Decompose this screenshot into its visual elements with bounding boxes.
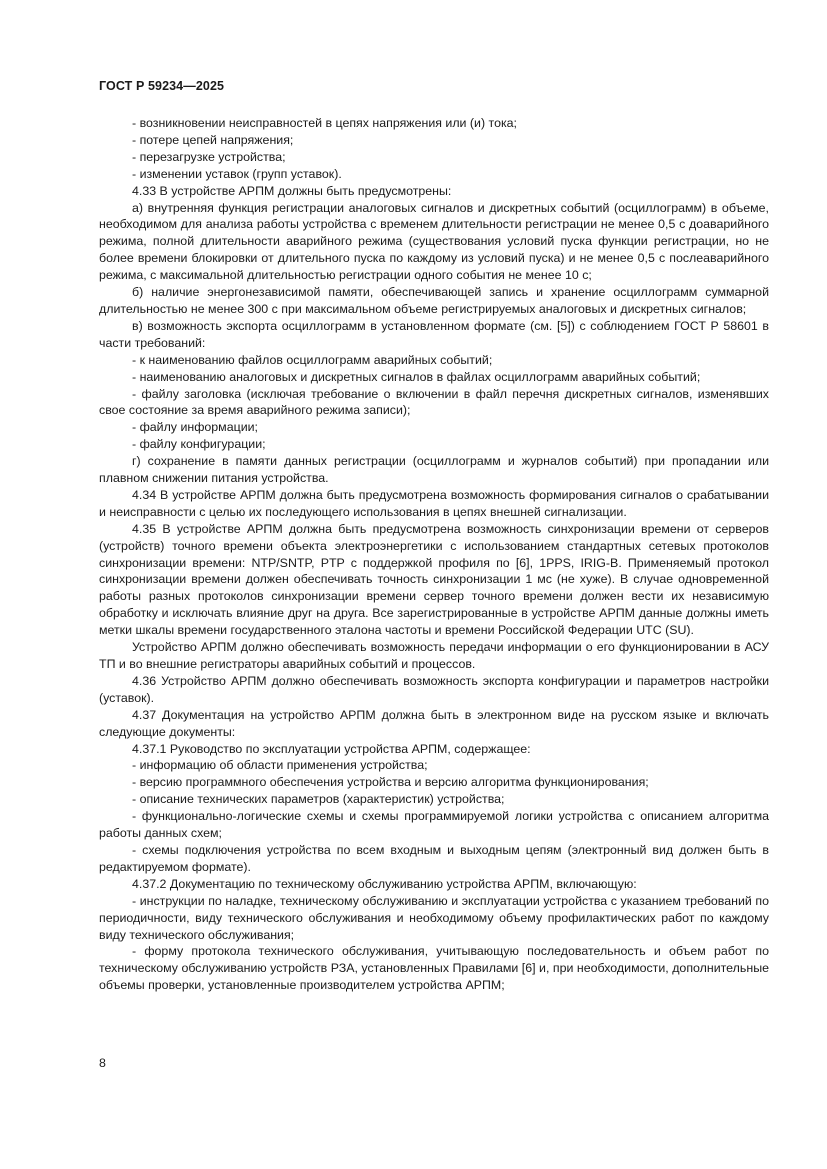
list-item: - наименованию аналоговых и дискретных сигналов в файлах осциллограмм аварийных событий; bbox=[132, 369, 701, 384]
paragraph: 4.37.2 Документацию по техническому обслуживанию устройства АРПМ, включающую: bbox=[132, 876, 637, 891]
paragraph: 4.37 Документация на устройство АРПМ должна быть в электронном виде на русском языке и включать следующие документы: bbox=[99, 707, 769, 739]
paragraph: 4.34 В устройстве АРПМ должна быть предусмотрена возможность формирования сигналов о срабатывании и неисправности с целью их последующего использования в цепях внешней сигнализации. bbox=[99, 487, 769, 519]
list-item: - версию программного обеспечения устройства и версию алгоритма функционирования; bbox=[132, 775, 649, 790]
paragraph: б) наличие энергонезависимой памяти, обеспечивающей запись и хранение осциллограмм суммарной длительностью не менее 300 с при максимальном объеме регистрируемых аналоговых и дискретных сигналов; bbox=[99, 285, 769, 316]
document-header: ГОСТ Р 59234—2025 bbox=[99, 79, 225, 93]
list-item: - форму протокола технического обслуживания, учитывающую последовательность и объем работ по техническому обслуживанию устройств РЗА, установленных Правилами [6] и, при необходимости, дополнительные объемы проверки, установленные производителем устройства АРПМ; bbox=[99, 944, 769, 993]
list-item: - возникновении неисправностей в цепях напряжения или (и) тока; bbox=[132, 116, 517, 130]
list-item: - инструкции по наладке, техническому обслуживанию и эксплуатации устройства с указанием требований по периодичности, виду технического обслуживания и необходимому объему профилактических работ по каждому виду технического обслуживания; bbox=[99, 893, 769, 942]
list-item: - функционально-логические схемы и схемы программируемой логики устройства с описанием алгоритма работы данных схем; bbox=[99, 809, 769, 841]
list-item: - информацию об области применения устройства; bbox=[132, 758, 428, 773]
paragraph: 4.37.1 Руководство по эксплуатации устройства АРПМ, содержащее: bbox=[132, 741, 531, 756]
paragraph: а) внутренняя функция регистрации аналоговых сигналов и дискретных событий (осциллограмм) в объеме, необходимом для анализа работы устройства с временем длительности регистрации не менее 0,5 с доаварийного режима, полной длительности аварийного режима (существования условий пуска функции регистрации, но не более времени блокировки от длительного пуска по каждому из условий пуска) и не менее 0,5 с послеаварийного режима, с максимальной длительностью регистрации одного события не менее 10 с; bbox=[99, 200, 769, 283]
paragraph: 4.33 В устройстве АРПМ должны быть предусмотрены: bbox=[132, 183, 452, 198]
list-item: - потере цепей напряжения; bbox=[132, 132, 294, 147]
list-item: - изменении уставок (групп уставок). bbox=[132, 166, 342, 181]
list-item: - файлу конфигурации; bbox=[132, 437, 266, 452]
paragraph: г) сохранение в памяти данных регистрации (осциллограмм и журналов событий) при пропадании или плавном снижении питания устройства. bbox=[99, 454, 769, 486]
list-item: - файлу информации; bbox=[132, 420, 258, 435]
list-item: - к наименованию файлов осциллограмм аварийных событий; bbox=[132, 352, 493, 367]
paragraph: в) возможность экспорта осциллограмм в установленном формате (см. [5]) с соблюдением ГОСТ Р 58601 в части требований: bbox=[99, 318, 769, 350]
paragraph: 4.36 Устройство АРПМ должно обеспечивать возможность экспорта конфигурации и параметров настройки (уставок). bbox=[99, 673, 769, 705]
list-item: - схемы подключения устройства по всем входным и выходным цепям (электронный вид должен быть в редактируемом формате). bbox=[99, 842, 769, 874]
paragraph: 4.35 В устройстве АРПМ должна быть предусмотрена возможность синхронизации времени от серверов (устройств) точного времени объекта электроэнергетики с использованием стандартных сетевых протоколов синхронизации времени: NTP/SNTP, PTP с поддержкой профиля по [6], 1PPS, IRIG-B. Применяемый протокол синхронизации времени должен обеспечивать точность синхронизации 1 мс (не хуже). В случае одновременной работы разных протоколов синхронизации времени сервер точного времени должен вести их независимую обработку и исключать влияние друг на друга. Все зарегистрированные в устройстве АРПМ данные должны иметь метки шкалы времени государственного эталона частоты и времени Российской Федерации UTC (SU). bbox=[99, 521, 769, 638]
paragraph: Устройство АРПМ должно обеспечивать возможность передачи информации о его функционировании в АСУ ТП и во внешние регистраторы аварийных событий и процессов. bbox=[99, 640, 769, 671]
page-number: 8 bbox=[99, 1056, 106, 1070]
document-body bbox=[99, 115, 769, 994]
list-item: - файлу заголовка (исключая требование о включении в файл перечня дискретных сигналов, изменявших свое состояние за время аварийного режима записи); bbox=[99, 386, 769, 418]
list-item: - описание технических параметров (характеристик) устройства; bbox=[132, 792, 505, 807]
list-item: - перезагрузке устройства; bbox=[132, 149, 286, 164]
